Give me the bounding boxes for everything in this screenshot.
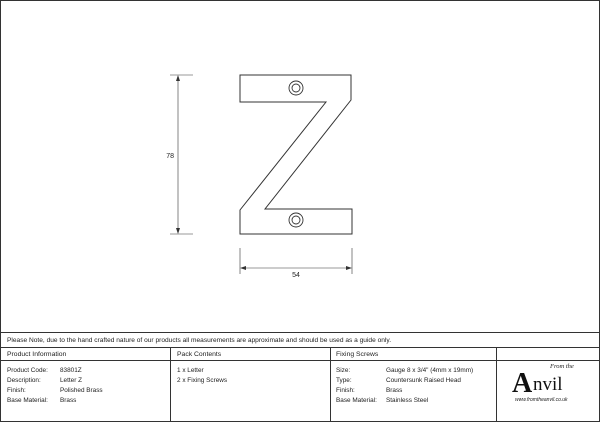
product-code-label: Product Code: xyxy=(7,367,48,374)
pack-item: 1 x Letter xyxy=(177,367,204,374)
screw-type-value: Countersunk Raised Head xyxy=(386,377,461,384)
screw-size-value: Gauge 8 x 3/4" (4mm x 19mm) xyxy=(386,367,474,374)
screw-size-label: Size: xyxy=(336,367,351,374)
fixing-hole-top xyxy=(289,81,303,95)
description-label: Description: xyxy=(7,377,41,384)
pack-contents-title: Pack Contents xyxy=(177,351,222,358)
screw-finish-value: Brass xyxy=(386,387,403,394)
description-value: Letter Z xyxy=(60,377,83,384)
logo-brand-rest: nvil xyxy=(533,374,563,395)
letter-z-outline xyxy=(240,75,352,234)
measurement-note: Please Note, due to the hand crafted nature of our products all measurements are approximate and should be used as a guide only. xyxy=(7,337,392,344)
screw-material-value: Stainless Steel xyxy=(386,397,429,404)
width-dimension-label: 54 xyxy=(292,272,300,279)
product-info-title: Product Information xyxy=(7,351,67,358)
fixing-screws-title: Fixing Screws xyxy=(336,351,379,358)
finish-value: Polished Brass xyxy=(60,387,103,394)
logo-brand-initial: A xyxy=(512,368,533,399)
column-divider-1 xyxy=(170,347,171,421)
base-material-label: Base Material: xyxy=(7,397,48,404)
logo-from-the: From the xyxy=(550,363,574,370)
from-the-anvil-logo xyxy=(506,360,596,420)
column-divider-3 xyxy=(496,347,497,421)
height-dimension xyxy=(166,75,193,234)
screw-finish-label: Finish: xyxy=(336,387,355,394)
column-divider-2 xyxy=(330,347,331,421)
fixing-hole-bottom xyxy=(289,213,303,227)
width-dimension xyxy=(240,248,352,279)
screw-type-label: Type: xyxy=(336,377,352,384)
base-material-value: Brass xyxy=(60,397,77,404)
pack-item: 2 x Fixing Screws xyxy=(177,377,228,384)
product-code-value: 83801Z xyxy=(60,367,82,374)
height-dimension-label: 78 xyxy=(166,153,174,160)
note-divider-top xyxy=(1,332,599,333)
screw-material-label: Base Material: xyxy=(336,397,377,404)
table-divider-top xyxy=(1,347,599,348)
logo-url: www.fromtheanvil.co.uk xyxy=(515,397,568,403)
finish-label: Finish: xyxy=(7,387,26,394)
